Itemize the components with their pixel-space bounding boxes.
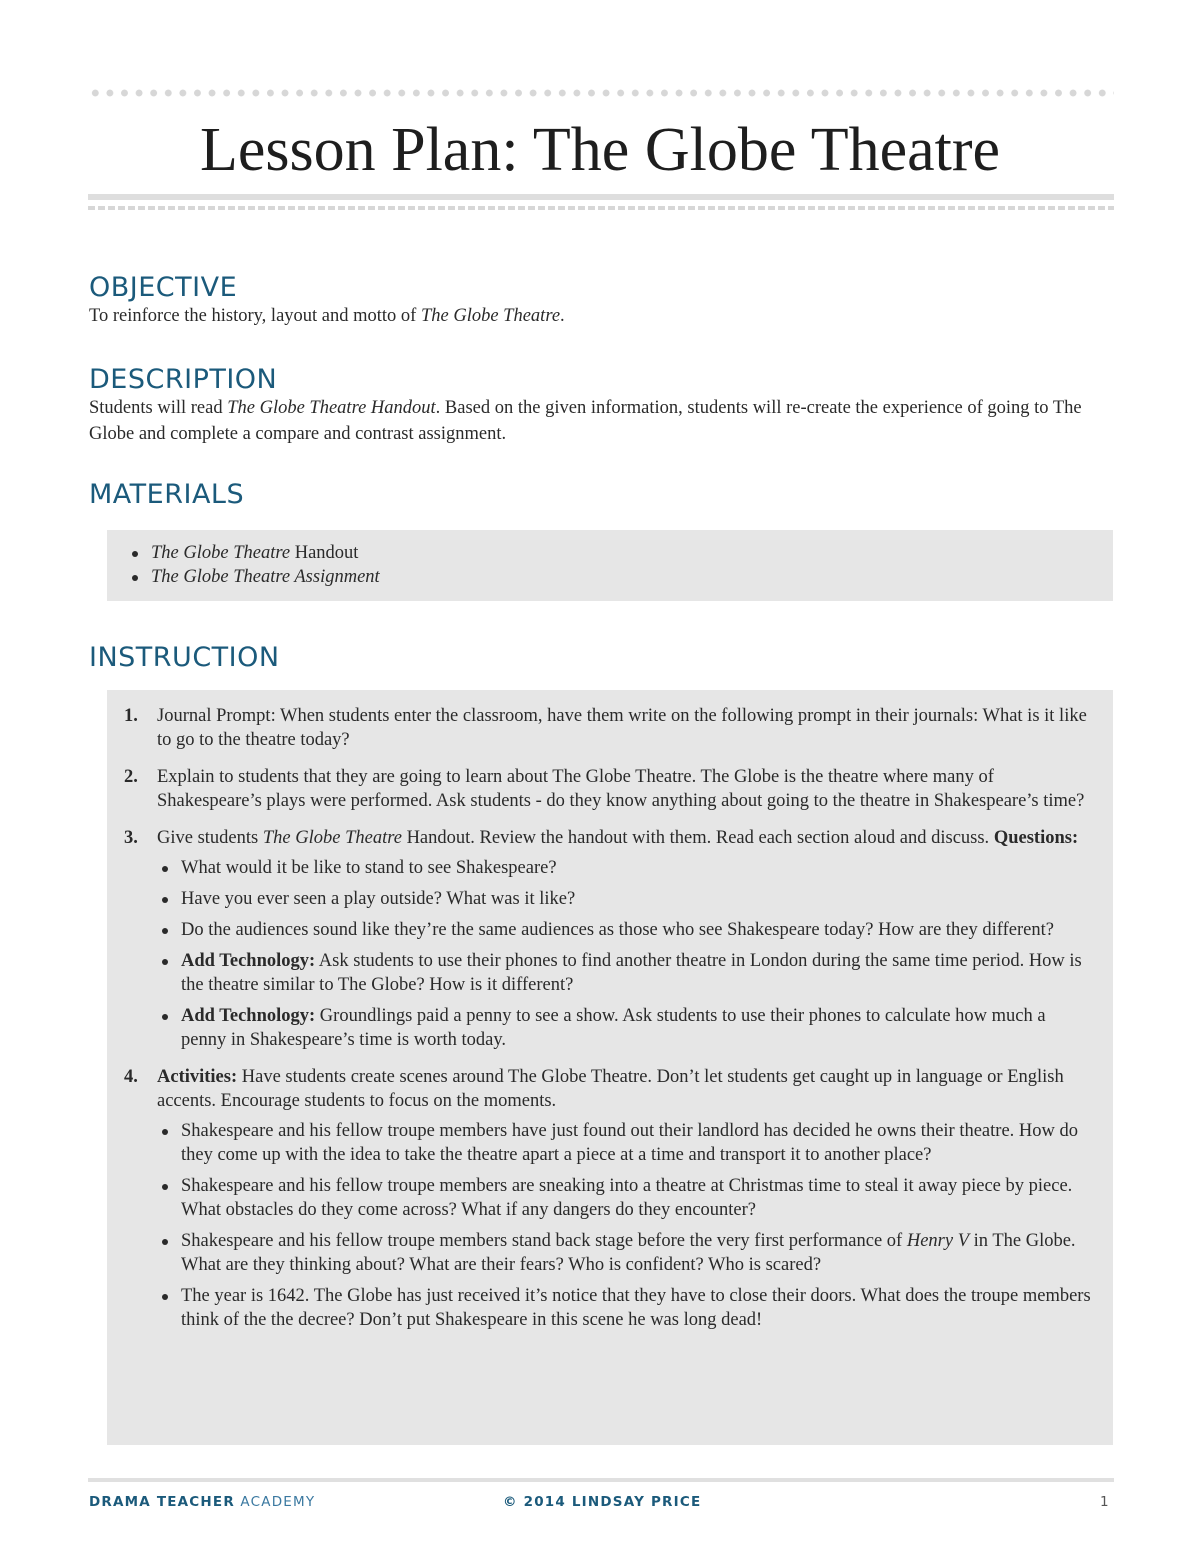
step-4-activities	[157, 1119, 1095, 1332]
step-3-questions	[157, 856, 1095, 1052]
list-item: The year is 1642. The Globe has just received it’s notice that they have to close their doors. What does the troupe members think of the the decree? Don’t put Shakespeare in this scene he was long dead!	[157, 1284, 1095, 1332]
footer-copyright: © 2014 LINDSAY PRICE	[503, 1494, 702, 1510]
list-item: What would it be like to stand to see Shakespeare?	[157, 856, 1095, 880]
page-number: 1	[1100, 1494, 1110, 1510]
list-item: The Globe Theatre Assignment	[127, 565, 1113, 589]
list-item: Add Technology: Ask students to use their phones to find another theatre in London during the same time period. How is the theatre similar to The Globe? How is it different?	[157, 949, 1095, 997]
list-item: Shakespeare and his fellow troupe members stand back stage before the very first performance of Henry V in The Globe. What are they thinking about? What are their fears? Who is confident? Who is scared?	[157, 1229, 1095, 1277]
list-item: Do the audiences sound like they’re the same audiences as those who see Shakespeare today? How are they different?	[157, 918, 1095, 942]
description-heading: DESCRIPTION	[89, 364, 278, 395]
top-dotted-rule	[88, 88, 1114, 98]
list-item: The Globe Theatre Handout	[127, 541, 1113, 565]
title-dashed-rule	[88, 206, 1114, 210]
objective-text: To reinforce the history, layout and motto of The Globe Theatre.	[89, 306, 565, 326]
instruction-step-4: 4. Activities: Have students create scenes around The Globe Theatre. Don’t let students get caught up in language or English accents. Encourage students to focus on the moments. Shakespeare and his fellow troupe members have just found out their landlord has decided he owns their theatre. How do they come up with the idea to take the theatre apart a piece at a time and transport it to another place? Shakespeare and his fellow troupe members are sneaking into a theatre at Christmas time to steal it away piece by piece. What obstacles do they come across? What if any dangers do they encounter? Shakespeare and his fellow troupe members stand back stage before the very first performance of Henry V in The Globe. What are they thinking about? What are their fears? Who is confident? Who is scared? The year is 1642. The Globe has just received it’s notice that they have to close their doors. What does the troupe members think of the the decree? Don’t put Shakespeare in this scene he was long dead!	[107, 1065, 1095, 1332]
list-item: Add Technology: Groundlings paid a penny to see a show. Ask students to use their phones to calculate how much a penny in Shakespeare’s time is worth today.	[157, 1004, 1095, 1052]
description-text: Students will read The Globe Theatre Handout. Based on the given information, students will re-create the experience of going to The Globe and complete a compare and contrast assignment.	[89, 398, 1082, 444]
page-title: Lesson Plan: The Globe Theatre	[199, 116, 1001, 184]
instruction-step-3: 3. Give students The Globe Theatre Handout. Review the handout with them. Read each section aloud and discuss. Questions: What would it be like to stand to see Shakespeare? Have you ever seen a play outside? What was it like? Do the audiences sound like they’re the same audiences as those who see Shakespeare today? How are they different? Add Technology: Ask students to use their phones to find another theatre in London during the same time period. How is the theatre similar to The Globe? How is it different? Add Technology: Groundlings paid a penny to see a show. Ask students to use their phones to calculate how much a penny in Shakespeare’s time is worth today.	[107, 826, 1095, 1052]
list-item: Shakespeare and his fellow troupe members have just found out their landlord has decided he owns their theatre. How do they come up with the idea to take the theatre apart a piece at a time and transport it to another place?	[157, 1119, 1095, 1167]
instruction-heading: INSTRUCTION	[89, 642, 280, 673]
instruction-step-2: 2. Explain to students that they are going to learn about The Globe Theatre. The Globe is the theatre where many of Shakespeare’s plays were performed. Ask students - do they know anything about going to the theatre in Shakespeare’s time?	[124, 767, 1085, 811]
instruction-step-1: 1. Journal Prompt: When students enter the classroom, have them write on the following prompt in their journals: What is it like to go to the theatre today?	[124, 706, 1087, 750]
instruction-box	[107, 690, 1113, 1445]
title-rule	[88, 194, 1114, 200]
instruction-steps	[107, 704, 1095, 1332]
materials-list	[127, 541, 1113, 589]
footer-brand: DRAMA TEACHER ACADEMY	[89, 1494, 316, 1510]
objective-heading: OBJECTIVE	[89, 272, 238, 303]
list-item: Shakespeare and his fellow troupe members are sneaking into a theatre at Christmas time to steal it away piece by piece. What obstacles do they come across? What if any dangers do they encounter?	[157, 1174, 1095, 1222]
materials-box	[107, 530, 1113, 601]
materials-heading: MATERIALS	[89, 479, 245, 510]
footer-rule	[88, 1478, 1114, 1482]
list-item: Have you ever seen a play outside? What was it like?	[157, 887, 1095, 911]
